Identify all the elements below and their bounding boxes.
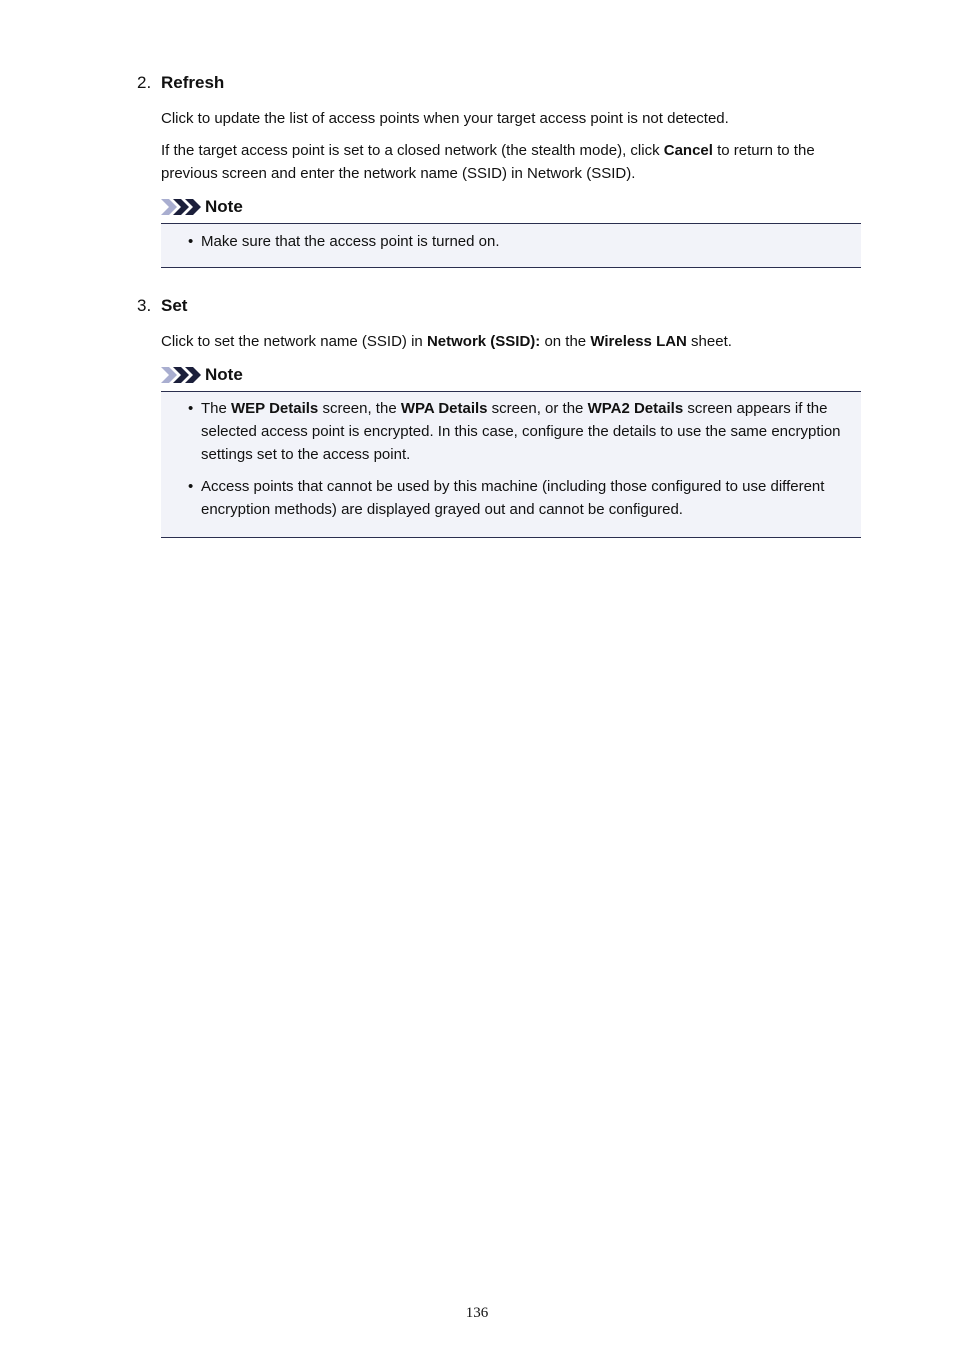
wpa2-details-term: WPA2 Details: [587, 400, 684, 417]
text-run: to return to the previous screen and enter the network name (SSID) in Network (SSID).: [161, 142, 815, 182]
wep-details-term: WEP Details: [231, 400, 319, 417]
note-header: [161, 364, 243, 386]
note-text: Make sure that the access point is turned on.: [201, 233, 500, 250]
note-bullet-item: [161, 397, 861, 466]
note-label: Note: [205, 197, 243, 216]
note-arrows-icon: [161, 367, 201, 383]
text-run: on the: [540, 333, 591, 350]
refresh-description: Click to update the list of access points when your target access point is not detected.: [161, 110, 729, 127]
section-title-refresh: Refresh: [161, 73, 225, 92]
wpa-details-term: WPA Details: [400, 400, 488, 417]
section-title-set: Set: [161, 296, 188, 315]
note-bullet-item: [161, 475, 861, 521]
bullet-dot: •: [188, 233, 194, 250]
text-run: screen, or the: [487, 400, 588, 417]
note-box: [161, 391, 861, 538]
text-run: screen, the: [318, 400, 401, 417]
note-label: Note: [205, 365, 243, 384]
network-ssid-term: Network (SSID):: [426, 333, 541, 350]
set-description: [161, 330, 861, 353]
bullet-dot: •: [188, 478, 194, 495]
refresh-stealth-paragraph: [161, 139, 861, 185]
item-number: 2.: [137, 73, 152, 92]
bullet-dot: •: [188, 400, 194, 417]
cancel-term: Cancel: [663, 142, 713, 159]
note-box: [161, 223, 861, 268]
note-list: [161, 230, 861, 253]
note-header: [161, 196, 243, 218]
note-text: Access points that cannot be used by this machine (including those configured to use different encryption methods) are displayed grayed out and cannot be configured.: [201, 478, 825, 518]
note-list: [161, 397, 861, 521]
text-run: sheet.: [686, 333, 732, 350]
note-bullet-item: [161, 230, 861, 253]
item-number: 3.: [137, 296, 152, 315]
note-arrows-icon: [161, 199, 201, 215]
text-run: If the target access point is set to a closed network (the stealth mode), click: [161, 142, 664, 159]
text-run: screen appears if the selected access point is encrypted. In this case, configure the details to use the same encryption settings set to the access point.: [201, 400, 841, 463]
page-number: 136: [465, 1305, 489, 1321]
wireless-lan-term: Wireless LAN: [590, 333, 687, 350]
text-run: The: [201, 400, 232, 417]
text-run: Click to set the network name (SSID) in: [161, 333, 427, 350]
